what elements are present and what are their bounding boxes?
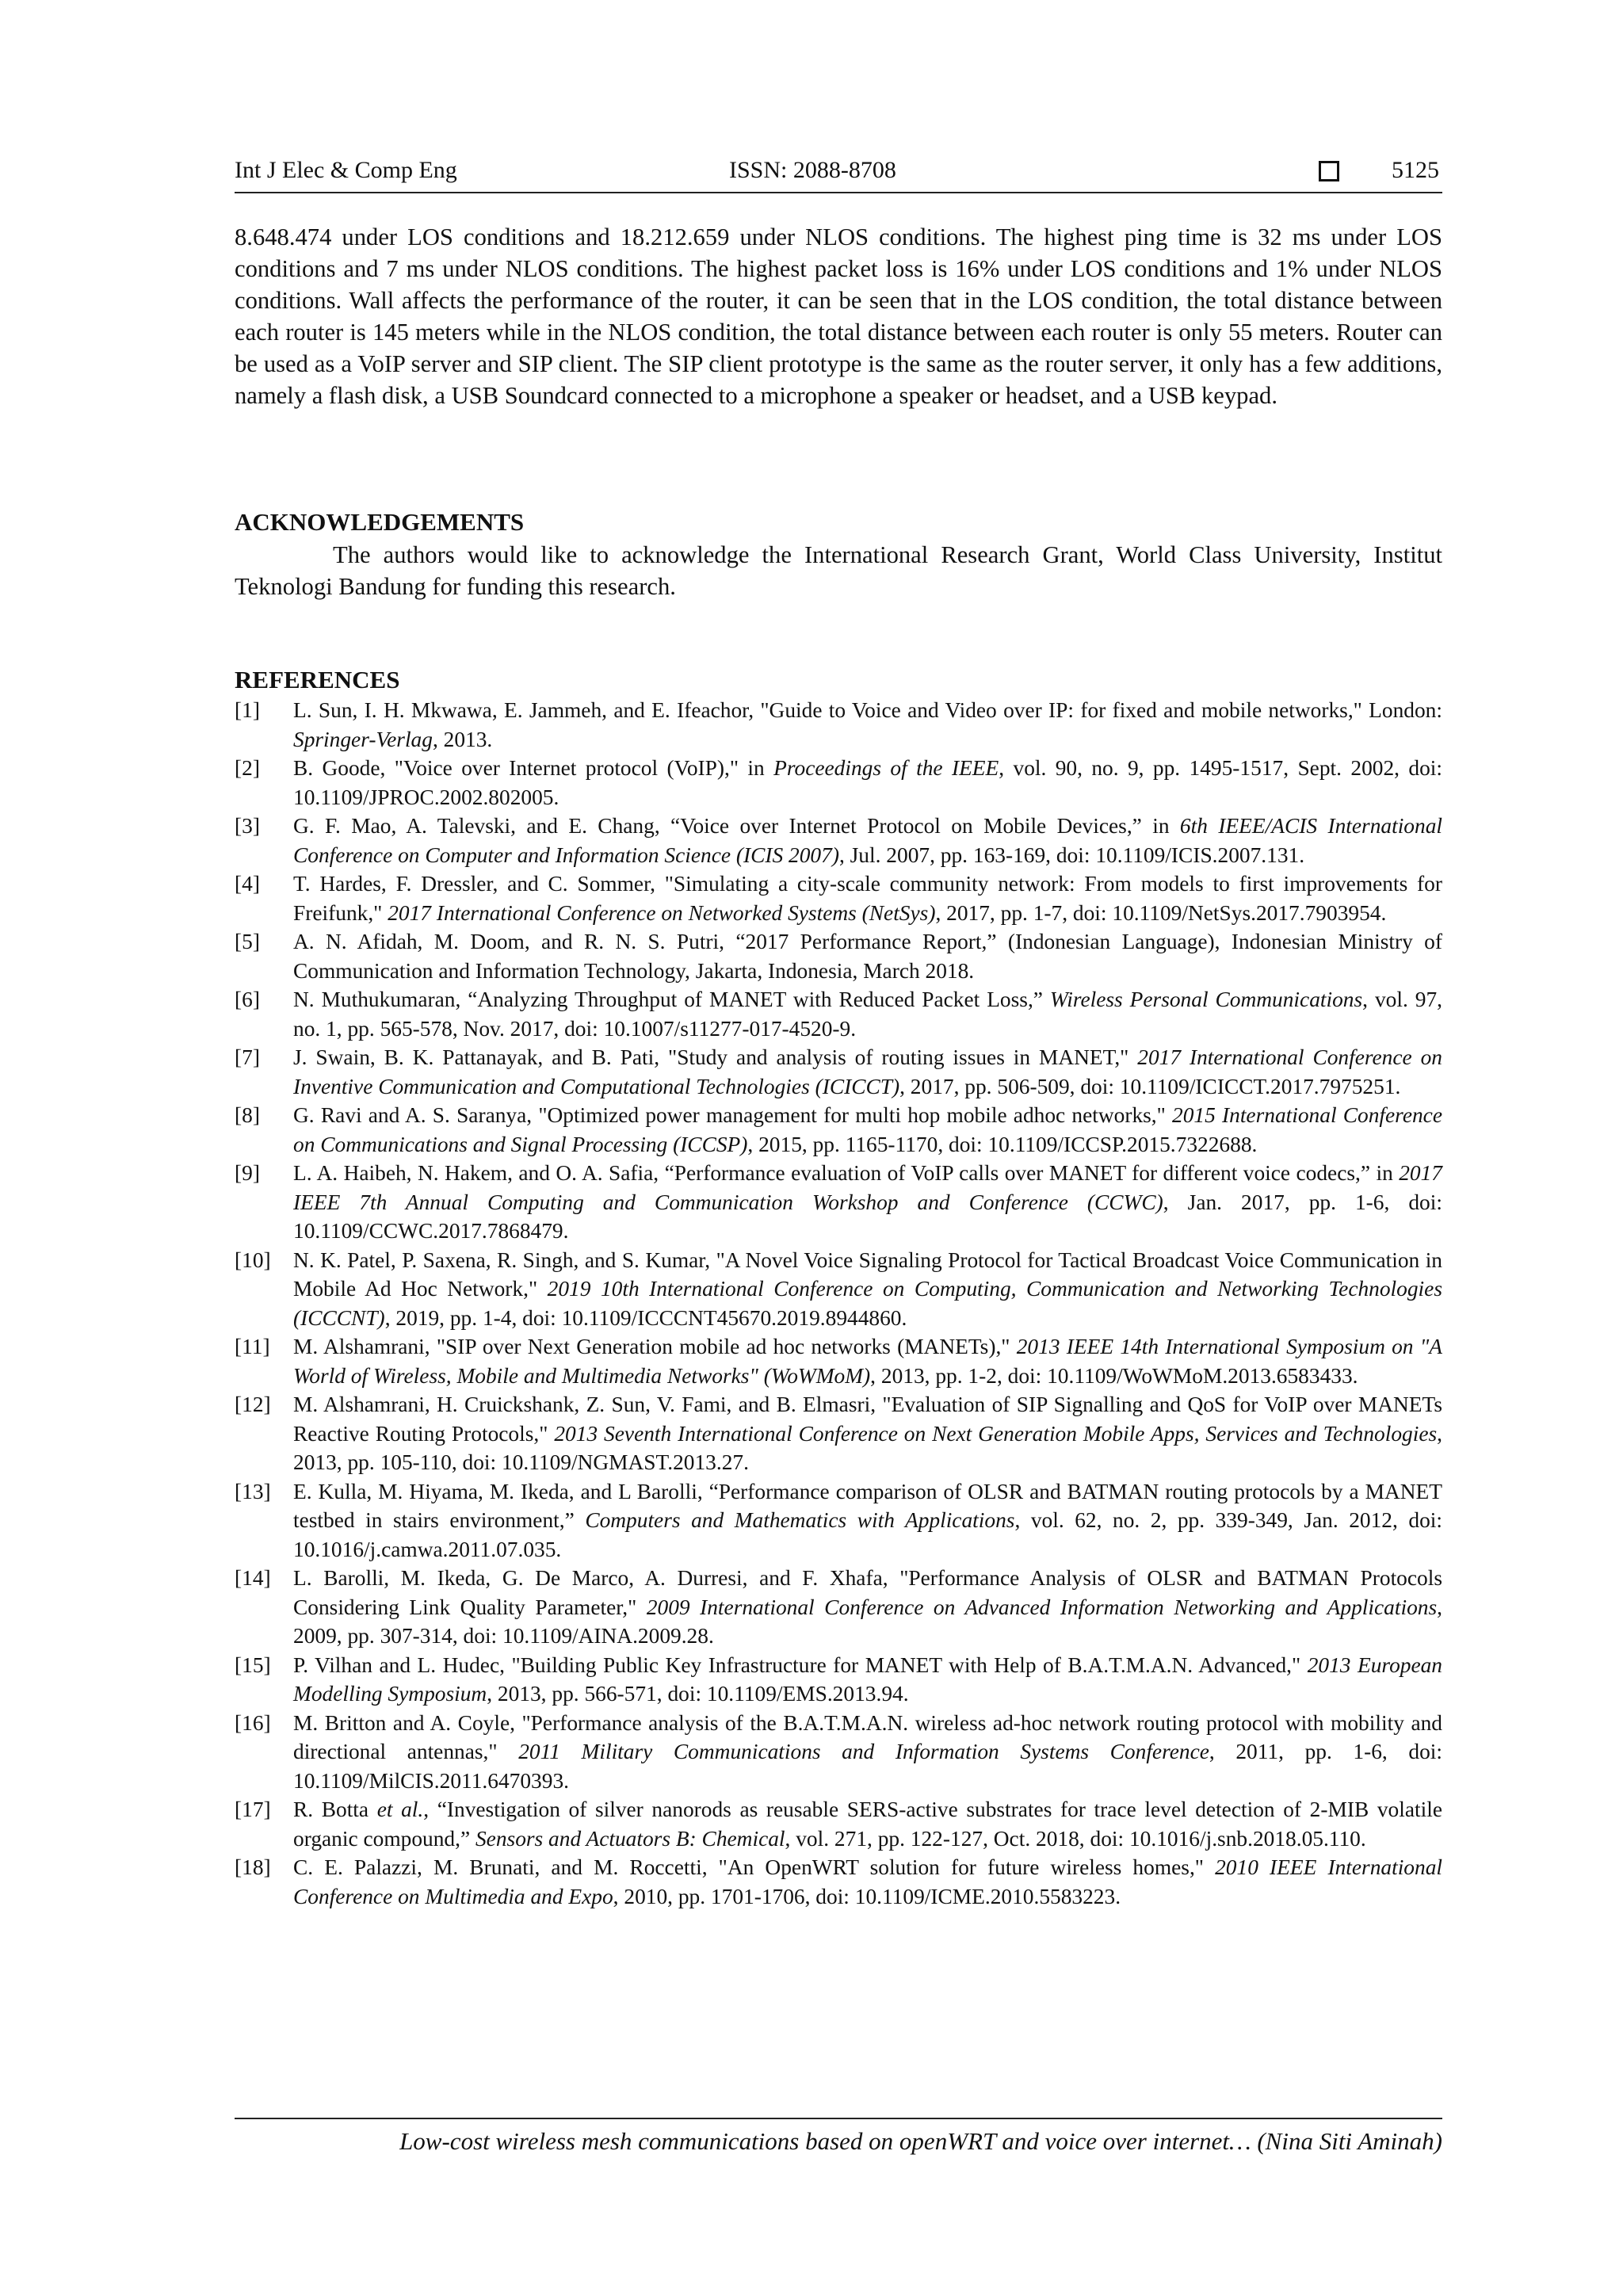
reference-text	[293, 1390, 1442, 1477]
body-paragraph: 8.648.474 under LOS conditions and 18.212.659 under NLOS conditions. The highest ping time is 32 ms under LOS conditions and 7 ms under NLOS conditions. The highest packet loss is 16% under LOS conditions and 1% under NLOS conditions. Wall affects the performance of the router, it can be seen that in the LOS condition, the total distance between each router is 145 meters while in the NLOS condition, the total distance between each router is only 55 meters. Router can be used as a VoIP server and SIP client. The SIP client prototype is the same as the router server, it only has a few additions, namely a flash disk, a USB Soundcard connected to a microphone a speaker or headset, and a USB keypad.	[235, 223, 1442, 409]
reference-segment: , 2013.	[432, 727, 493, 751]
reference-segment: , 2013, pp. 105-110, doi: 10.1109/NGMAST.2013.27.	[293, 1421, 1442, 1474]
reference-number: [14]	[235, 1566, 271, 1590]
reference-text	[293, 1853, 1442, 1911]
reference-segment: , 2015, pp. 1165-1170, doi: 10.1109/ICCSP.2015.7322688.	[747, 1132, 1258, 1156]
reference-segment: T. Hardes, F. Dressler, and C. Sommer, "Simulating a city-scale community network: From models to first improvements for Freifunk,"	[293, 872, 1442, 925]
reference-item	[235, 1390, 1442, 1477]
reference-venue: 2013 European Modelling Symposium	[293, 1652, 1443, 1706]
reference-item	[235, 812, 1442, 869]
reference-number: [13]	[235, 1479, 271, 1503]
reference-item	[235, 754, 1442, 812]
reference-item	[235, 1332, 1442, 1390]
reference-segment: M. Britton and A. Coyle, "Performance analysis of the B.A.T.M.A.N. wireless ad-hoc network routing protocol with mobility and directional antennas,"	[293, 1710, 1442, 1763]
reference-venue: Proceedings of the IEEE	[773, 756, 999, 780]
reference-venue: 2017 International Conference on Inventive Communication and Computational Technologies (ICICCT)	[293, 1045, 1442, 1098]
reference-segment: , 2013, pp. 1-2, doi: 10.1109/WoWMoM.2013.6583433.	[870, 1363, 1358, 1388]
reference-segment: B. Goode, "Voice over Internet protocol (VoIP)," in	[293, 756, 774, 780]
reference-segment: , Jan. 2017, pp. 1-6, doi: 10.1109/CCWC.2017.7868479.	[293, 1190, 1442, 1243]
reference-text	[293, 1101, 1442, 1159]
reference-number: [17]	[235, 1797, 271, 1821]
acknowledgements-text: The authors would like to acknowledge the International Research Grant, World Class University, Institut Teknologi Bandung for funding this research.	[235, 541, 1442, 600]
reference-item	[235, 1709, 1442, 1796]
reference-item	[235, 1564, 1442, 1651]
reference-venue: Wireless Personal Communications	[1049, 988, 1363, 1011]
reference-number: [1]	[235, 698, 260, 722]
reference-number: [7]	[235, 1045, 260, 1069]
reference-item	[235, 1853, 1442, 1911]
reference-segment: P. Vilhan and L. Hudec, "Building Public Key Infrastructure for MANET with Help of B.A.T.M.A.N. Advanced,"	[293, 1652, 1308, 1677]
page-footer: Low-cost wireless mesh communications based on openWRT and voice over internet… (Nina Siti Aminah)	[235, 2118, 1442, 2156]
reference-number: [8]	[235, 1103, 260, 1127]
reference-segment: , 2013, pp. 566-571, doi: 10.1109/EMS.2013.94.	[487, 1682, 909, 1706]
reference-segment: , “Investigation of silver nanorods as reusable SERS-active substrates for trace level detection of 2-MIB volatile organic compound,”	[293, 1797, 1442, 1851]
reference-text	[293, 1651, 1442, 1709]
reference-segment: , 2019, pp. 1-4, doi: 10.1109/ICCCNT45670.2019.8944860.	[384, 1305, 907, 1330]
reference-text	[293, 1709, 1442, 1796]
reference-venue: 2015 International Conference on Communications and Signal Processing (ICCSP)	[293, 1103, 1442, 1156]
reference-number: [11]	[235, 1335, 270, 1358]
page-header	[235, 155, 1442, 193]
reference-item	[235, 1043, 1442, 1101]
reference-text	[293, 1564, 1442, 1651]
reference-number: [3]	[235, 814, 260, 838]
reference-number: [4]	[235, 872, 260, 896]
reference-item	[235, 1477, 1442, 1564]
reference-text	[293, 754, 1442, 812]
square-icon	[1319, 161, 1339, 181]
reference-text	[293, 869, 1442, 927]
reference-segment: L. Sun, I. H. Mkwawa, E. Jammeh, and E. Ifeachor, "Guide to Voice and Video over IP: for fixed and mobile networks," London:	[293, 698, 1442, 722]
issn: ISSN: 2088-8708	[729, 157, 896, 183]
reference-segment: M. Alshamrani, H. Cruickshank, Z. Sun, V. Fami, and B. Elmasri, "Evaluation of SIP Signalling and QoS for VoIP over MANETs Reactive Routing Protocols,"	[293, 1392, 1442, 1446]
reference-text	[293, 1043, 1442, 1101]
reference-venue: 2010 IEEE International Conference on Multimedia and Expo	[293, 1855, 1442, 1908]
reference-number: [18]	[235, 1855, 271, 1879]
reference-number: [2]	[235, 756, 260, 780]
reference-text	[293, 1159, 1442, 1246]
reference-text	[293, 1246, 1442, 1333]
reference-segment: R. Botta	[293, 1797, 377, 1821]
reference-item	[235, 1101, 1442, 1159]
reference-venue: 6th IEEE/ACIS International Conference on Computer and Information Science (ICIS 2007)	[293, 814, 1442, 867]
reference-number: [9]	[235, 1161, 260, 1185]
reference-item	[235, 696, 1442, 754]
journal-name: Int J Elec & Comp Eng	[235, 157, 457, 183]
reference-venue: 2019 10th International Conference on Computing, Communication and Networking Technologies (ICCCNT)	[293, 1277, 1442, 1330]
reference-number: [15]	[235, 1652, 271, 1677]
reference-text	[293, 696, 1442, 754]
reference-segment: L. Barolli, M. Ikeda, G. De Marco, A. Durresi, and F. Xhafa, "Performance Analysis of OLSR and BATMAN Protocols Considering Link Quality Parameter,"	[293, 1566, 1442, 1619]
reference-venue: Springer-Verlag	[293, 727, 433, 751]
reference-segment: , 2011, pp. 1-6, doi: 10.1109/MilCIS.2011.6470393.	[293, 1740, 1442, 1793]
reference-item	[235, 1795, 1442, 1853]
reference-segment: , Jul. 2007, pp. 163-169, doi: 10.1109/ICIS.2007.131.	[838, 842, 1305, 867]
reference-segment: , 2009, pp. 307-314, doi: 10.1109/AINA.2009.28.	[293, 1595, 1442, 1648]
acknowledgements-heading: ACKNOWLEDGEMENTS	[235, 508, 525, 536]
reference-segment: , 2017, pp. 1-7, doi: 10.1109/NetSys.2017.7903954.	[935, 900, 1387, 925]
reference-venue: 2017 International Conference on Networked Systems (NetSys)	[388, 900, 936, 925]
reference-segment: , vol. 97, no. 1, pp. 565-578, Nov. 2017, doi: 10.1007/s11277-017-4520-9.	[293, 988, 1442, 1041]
references-heading: REFERENCES	[235, 666, 400, 693]
reference-item	[235, 869, 1442, 927]
reference-text	[293, 1795, 1442, 1853]
reference-list	[235, 696, 1442, 1911]
reference-number: [6]	[235, 988, 260, 1011]
reference-segment: , vol. 90, no. 9, pp. 1495-1517, Sept. 2002, doi: 10.1109/JPROC.2002.802005.	[293, 756, 1443, 809]
reference-item	[235, 985, 1442, 1043]
reference-text	[293, 1332, 1442, 1390]
reference-text	[293, 812, 1442, 869]
page-number: 5125	[1392, 157, 1439, 183]
reference-text	[293, 985, 1442, 1043]
reference-number: [12]	[235, 1392, 271, 1416]
reference-segment: L. A. Haibeh, N. Hakem, and O. A. Safia, “Performance evaluation of VoIP calls over MANET for different voice codecs,” in	[293, 1161, 1400, 1185]
reference-segment: N. K. Patel, P. Saxena, R. Singh, and S. Kumar, "A Novel Voice Signaling Protocol for Tactical Broadcast Voice Communication in Mobile Ad Hoc Network,"	[293, 1247, 1442, 1301]
reference-venue: 2013 Seventh International Conference on Next Generation Mobile Apps, Services and Technologies	[554, 1421, 1438, 1446]
reference-text	[293, 1477, 1442, 1564]
reference-venue: et al.	[376, 1797, 424, 1821]
reference-segment: , vol. 271, pp. 122-127, Oct. 2018, doi: 10.1016/j.snb.2018.05.110.	[785, 1826, 1366, 1851]
reference-number: [16]	[235, 1710, 271, 1735]
reference-segment: G. F. Mao, A. Talevski, and E. Chang, “Voice over Internet Protocol on Mobile Devices,” in	[293, 814, 1180, 838]
reference-segment: , vol. 62, no. 2, pp. 339-349, Jan. 2012, doi: 10.1016/j.camwa.2011.07.035.	[293, 1508, 1442, 1561]
reference-segment: , 2017, pp. 506-509, doi: 10.1109/ICICCT.2017.7975251.	[899, 1074, 1401, 1098]
reference-item	[235, 1159, 1442, 1246]
reference-venue: 2017 IEEE 7th Annual Computing and Communication Workshop and Conference (CCWC)	[293, 1161, 1442, 1214]
reference-segment: N. Muthukumaran, “Analyzing Throughput of MANET with Reduced Packet Loss,”	[293, 988, 1050, 1011]
reference-segment: M. Alshamrani, "SIP over Next Generation mobile ad hoc networks (MANETs),"	[293, 1335, 1017, 1358]
reference-number: [5]	[235, 930, 260, 953]
reference-venue: Sensors and Actuators B: Chemical	[475, 1826, 785, 1851]
reference-venue: 2009 International Conference on Advanced Information Networking and Applications	[646, 1595, 1438, 1619]
reference-segment: J. Swain, B. K. Pattanayak, and B. Pati, "Study and analysis of routing issues in MANET,"	[293, 1045, 1138, 1069]
reference-segment: , 2010, pp. 1701-1706, doi: 10.1109/ICME.2010.5583223.	[613, 1884, 1121, 1908]
reference-number: [10]	[235, 1247, 271, 1272]
reference-segment: C. E. Palazzi, M. Brunati, and M. Roccetti, "An OpenWRT solution for future wireless homes,"	[293, 1855, 1216, 1879]
reference-venue: 2011 Military Communications and Information Systems Conference	[518, 1740, 1209, 1763]
reference-venue: 2013 IEEE 14th International Symposium on "A World of Wireless, Mobile and Multimedia Networks" (WoWMoM)	[293, 1335, 1442, 1388]
reference-venue: Computers and Mathematics with Applications	[585, 1508, 1015, 1532]
reference-item	[235, 1651, 1442, 1709]
reference-text	[293, 927, 1442, 985]
reference-segment: A. N. Afidah, M. Doom, and R. N. S. Putri, “2017 Performance Report,” (Indonesian Language), Indonesian Ministry of Communication and Information Technology, Jakarta, Indonesia, March 2018.	[293, 930, 1442, 983]
reference-item	[235, 1246, 1442, 1333]
reference-segment: E. Kulla, M. Hiyama, M. Ikeda, and L Barolli, “Performance comparison of OLSR and BATMAN routing protocols by a MANET testbed in stairs environment,”	[293, 1479, 1442, 1532]
reference-item	[235, 927, 1442, 985]
reference-segment: G. Ravi and A. S. Saranya, "Optimized power management for multi hop mobile adhoc networks,"	[293, 1103, 1173, 1127]
